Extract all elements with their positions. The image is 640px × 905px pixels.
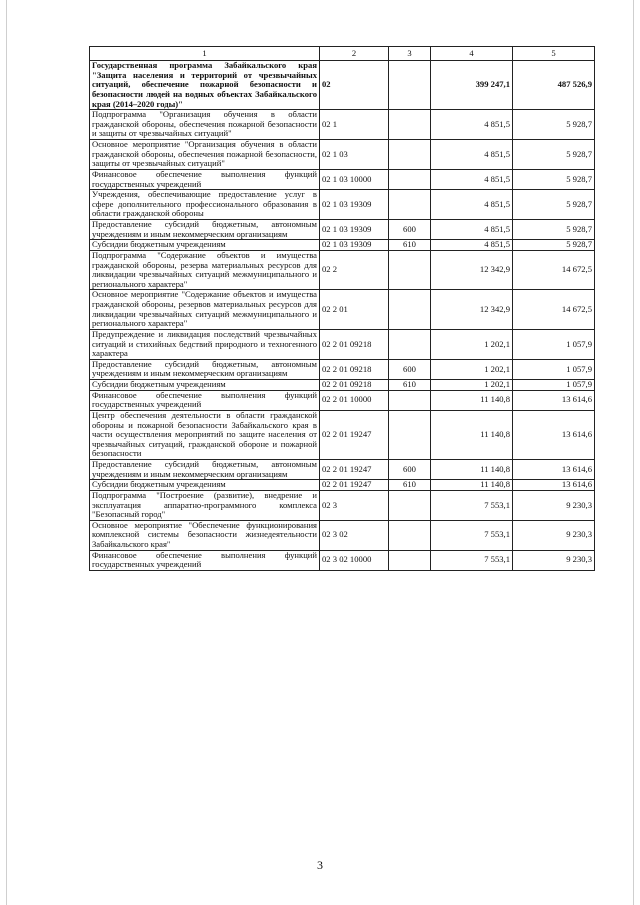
- row-name-cell: Основное мероприятие "Содержание объектов и имущества гражданской обороны, резервов материальных ресурсов для ликвидации чрезвычайных ситуаций межмуниципального и регионального характера": [90, 290, 320, 330]
- row-value-cell: 11 140,8: [431, 460, 513, 480]
- row-name-cell: Предоставление субсидий бюджетным, автономным учреждениям и иным некоммерческим организациям: [90, 359, 320, 379]
- row-code-cell: 02: [320, 61, 389, 110]
- table-row: [90, 140, 595, 170]
- row-value-cell: 4 851,5: [431, 240, 513, 251]
- row-type-cell: [389, 390, 431, 410]
- row-code-cell: 02 1 03 19309: [320, 220, 389, 240]
- table-row: [90, 460, 595, 480]
- row-name-cell: Субсидии бюджетным учреждениям: [90, 240, 320, 251]
- row-name-cell: Подпрограмма "Построение (развитие), внедрение и эксплуатация аппаратно-программного комплекса "Безопасный город": [90, 490, 320, 520]
- row-type-cell: 600: [389, 460, 431, 480]
- row-value-cell: 12 342,9: [431, 290, 513, 330]
- row-type-cell: [389, 329, 431, 359]
- row-value-cell: 9 230,3: [513, 490, 595, 520]
- table-row: [90, 490, 595, 520]
- row-value-cell: 12 342,9: [431, 250, 513, 290]
- row-value-cell: 1 202,1: [431, 380, 513, 391]
- row-name-cell: Государственная программа Забайкальского края "Защита населения и территорий от чрезвычайных ситуаций, обеспечение пожарной безопасности и безопасности людей на водных объектах Забайкальского края (2014–2020 годы)": [90, 61, 320, 110]
- table-row: [90, 190, 595, 220]
- column-header: 4: [431, 47, 513, 61]
- table-row: [90, 410, 595, 459]
- row-type-cell: 610: [389, 480, 431, 491]
- row-type-cell: 600: [389, 359, 431, 379]
- budget-table: [89, 46, 595, 571]
- row-code-cell: 02 2 01 09218: [320, 380, 389, 391]
- row-value-cell: 5 928,7: [513, 220, 595, 240]
- row-value-cell: 5 928,7: [513, 140, 595, 170]
- row-code-cell: 02 3 02: [320, 520, 389, 550]
- row-type-cell: [389, 140, 431, 170]
- row-code-cell: 02 2 01 09218: [320, 359, 389, 379]
- row-value-cell: 1 057,9: [513, 329, 595, 359]
- row-value-cell: 399 247,1: [431, 61, 513, 110]
- row-value-cell: 14 672,5: [513, 290, 595, 330]
- table-row: [90, 169, 595, 189]
- row-type-cell: [389, 290, 431, 330]
- row-code-cell: 02 1 03: [320, 140, 389, 170]
- row-name-cell: Предупреждение и ликвидация последствий чрезвычайных ситуаций и стихийных бедствий природного и техногенного характера: [90, 329, 320, 359]
- row-type-cell: 610: [389, 380, 431, 391]
- row-value-cell: 14 672,5: [513, 250, 595, 290]
- table-row: [90, 290, 595, 330]
- table-row: [90, 390, 595, 410]
- row-name-cell: Финансовое обеспечение выполнения функций государственных учреждений: [90, 390, 320, 410]
- row-value-cell: 4 851,5: [431, 169, 513, 189]
- table-row: [90, 329, 595, 359]
- table-row: [90, 480, 595, 491]
- row-value-cell: 1 057,9: [513, 380, 595, 391]
- row-name-cell: Предоставление субсидий бюджетным, автономным учреждениям и иным некоммерческим организациям: [90, 460, 320, 480]
- row-value-cell: 4 851,5: [431, 110, 513, 140]
- row-type-cell: [389, 490, 431, 520]
- table-row: [90, 61, 595, 110]
- row-code-cell: 02 2 01 10000: [320, 390, 389, 410]
- row-code-cell: 02 2 01: [320, 290, 389, 330]
- table-row: [90, 240, 595, 251]
- row-code-cell: 02 2 01 19247: [320, 410, 389, 459]
- row-code-cell: 02 2: [320, 250, 389, 290]
- column-header: 3: [389, 47, 431, 61]
- row-name-cell: Основное мероприятие "Обеспечение функционирования комплексной системы безопасности жизнедеятельности Забайкальского края": [90, 520, 320, 550]
- row-type-cell: 610: [389, 240, 431, 251]
- row-name-cell: Предоставление субсидий бюджетным, автономным учреждениям и иным некоммерческим организациям: [90, 220, 320, 240]
- row-value-cell: 11 140,8: [431, 480, 513, 491]
- row-type-cell: [389, 520, 431, 550]
- table-row: [90, 359, 595, 379]
- row-value-cell: 11 140,8: [431, 410, 513, 459]
- row-name-cell: Учреждения, обеспечивающие предоставление услуг в сфере дополнительного профессионального образования в области гражданской обороны: [90, 190, 320, 220]
- table-row: [90, 110, 595, 140]
- row-name-cell: Финансовое обеспечение выполнения функций государственных учреждений: [90, 550, 320, 570]
- row-value-cell: 1 057,9: [513, 359, 595, 379]
- row-name-cell: Субсидии бюджетным учреждениям: [90, 480, 320, 491]
- row-type-cell: [389, 110, 431, 140]
- row-value-cell: 5 928,7: [513, 190, 595, 220]
- row-name-cell: Субсидии бюджетным учреждениям: [90, 380, 320, 391]
- row-value-cell: 13 614,6: [513, 460, 595, 480]
- row-type-cell: [389, 550, 431, 570]
- row-value-cell: 4 851,5: [431, 140, 513, 170]
- row-name-cell: Подпрограмма "Организация обучения в области гражданской обороны, обеспечения пожарной безопасности и защиты от чрезвычайных ситуаций": [90, 110, 320, 140]
- row-type-cell: [389, 190, 431, 220]
- row-value-cell: 4 851,5: [431, 220, 513, 240]
- row-type-cell: 600: [389, 220, 431, 240]
- row-value-cell: 487 526,9: [513, 61, 595, 110]
- table-row: [90, 250, 595, 290]
- row-value-cell: 13 614,6: [513, 410, 595, 459]
- row-code-cell: 02 2 01 19247: [320, 460, 389, 480]
- row-name-cell: Основное мероприятие "Организация обучения в области гражданской обороны, обеспечения пожарной безопасности, защиты от чрезвычайных ситуаций": [90, 140, 320, 170]
- row-code-cell: 02 2 01 09218: [320, 329, 389, 359]
- table-row: [90, 220, 595, 240]
- row-code-cell: 02 2 01 19247: [320, 480, 389, 491]
- row-code-cell: 02 1 03 10000: [320, 169, 389, 189]
- row-code-cell: 02 1 03 19309: [320, 190, 389, 220]
- page-edge-left: [6, 0, 7, 905]
- row-value-cell: 4 851,5: [431, 190, 513, 220]
- row-value-cell: 5 928,7: [513, 169, 595, 189]
- row-code-cell: 02 3: [320, 490, 389, 520]
- column-header: 1: [90, 47, 320, 61]
- row-value-cell: 1 202,1: [431, 329, 513, 359]
- row-value-cell: 13 614,6: [513, 480, 595, 491]
- row-value-cell: 5 928,7: [513, 240, 595, 251]
- column-header: 5: [513, 47, 595, 61]
- row-value-cell: 5 928,7: [513, 110, 595, 140]
- page-edge-right: [633, 0, 634, 905]
- row-value-cell: 13 614,6: [513, 390, 595, 410]
- row-name-cell: Финансовое обеспечение выполнения функций государственных учреждений: [90, 169, 320, 189]
- row-value-cell: 9 230,3: [513, 550, 595, 570]
- row-value-cell: 9 230,3: [513, 520, 595, 550]
- row-code-cell: 02 3 02 10000: [320, 550, 389, 570]
- column-header: 2: [320, 47, 389, 61]
- table-row: [90, 550, 595, 570]
- row-value-cell: 7 553,1: [431, 520, 513, 550]
- row-name-cell: Центр обеспечения деятельности в области гражданской обороны и пожарной безопасности Забайкальского края в части осуществления мероприятий по защите населения от чрезвычайных ситуаций, гражданской обороне и пожарной безопасности: [90, 410, 320, 459]
- table-row: [90, 380, 595, 391]
- table-header-row: [90, 47, 595, 61]
- row-value-cell: 1 202,1: [431, 359, 513, 379]
- row-value-cell: 7 553,1: [431, 490, 513, 520]
- row-value-cell: 7 553,1: [431, 550, 513, 570]
- row-type-cell: [389, 410, 431, 459]
- row-type-cell: [389, 169, 431, 189]
- row-type-cell: [389, 250, 431, 290]
- table-row: [90, 520, 595, 550]
- row-code-cell: 02 1 03 19309: [320, 240, 389, 251]
- row-type-cell: [389, 61, 431, 110]
- row-value-cell: 11 140,8: [431, 390, 513, 410]
- page-number: 3: [317, 858, 323, 872]
- row-name-cell: Подпрограмма "Содержание объектов и имущества гражданской обороны, резерва материальных ресурсов для ликвидации чрезвычайных ситуаций межмуниципального и регионального характера": [90, 250, 320, 290]
- row-code-cell: 02 1: [320, 110, 389, 140]
